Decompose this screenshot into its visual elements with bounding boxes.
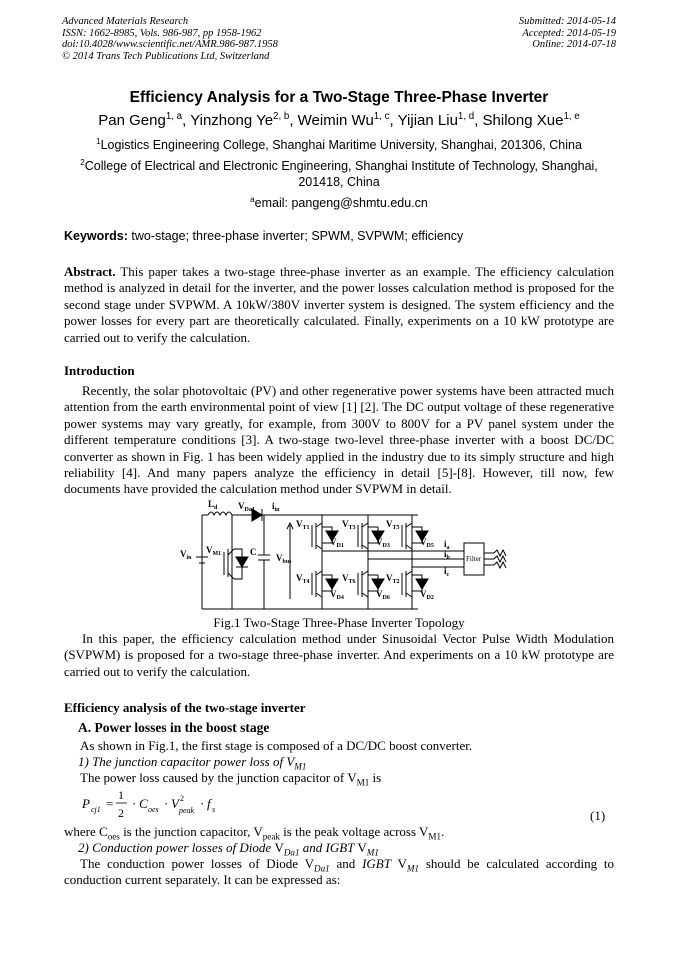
item-text: and IGBT [299, 840, 358, 855]
equation-1 [82, 787, 242, 821]
sub: oes [107, 831, 120, 842]
text: The conduction power losses of Diode V [80, 856, 315, 871]
svg-text:2: 2 [180, 794, 184, 803]
affiliation-sup: 1 [96, 136, 101, 146]
text: The power loss caused by the junction capacitor of V [80, 770, 357, 785]
t4-label: $V_{T4}$ [296, 573, 310, 585]
submitted-date: Submitted: 2014-05-14 [518, 16, 616, 27]
inductor-label: $L_d$ [208, 499, 218, 511]
keywords-label: Keywords: [64, 229, 128, 243]
text: where C [64, 824, 108, 839]
text: is [369, 770, 382, 785]
text: V [274, 840, 284, 855]
affiliation-text: Logistics Engineering College, Shanghai Maritime University, Shanghai, 201306, China [100, 138, 582, 152]
abstract-text: This paper takes a two-stage three-phase inverter as an example. The efficiency calculation method is analyzed in detail for the inverter, and the power losses calculation method is proposed for the second stage under SVPWM. A 10kW/380V inverter system is designed. The system efficiency and the power losses for every part are theoretically calculated. Finally, experiments on a 10 kW prototype are carried out to verify the calculation. [64, 264, 614, 345]
svg-text:2: 2 [118, 806, 124, 820]
journal-issn: ISSN: 1662-8985, Vols. 986-987, pp 1958-1962 [62, 27, 262, 39]
paragraph-junction-loss [80, 770, 381, 786]
t3-label: $V_{T3}$ [342, 519, 356, 531]
text: should be calculated according to conduction current separately. It can be expressed as: [64, 856, 614, 888]
journal-copyright: © 2014 Trans Tech Publications Ltd, Switzerland [62, 50, 270, 62]
section-heading: Efficiency analysis of the two-stage inverter [64, 700, 306, 715]
d5-label: $V_{D5}$ [420, 537, 434, 549]
subsection-heading: A. Power losses in the boost stage [78, 720, 270, 735]
accepted-date: Accepted: 2014-05-19 [522, 27, 616, 39]
text: V [390, 856, 407, 871]
sub: M1 [428, 831, 442, 842]
text: and [329, 856, 363, 871]
paragraph-conduction [64, 856, 614, 889]
paragraph-after-figure: In this paper, the efficiency calculation method under Sinusoidal Vector Pulse Width Modulation (SVPWM) is proposed for a two-stage three-phase inverter. And experiments on a 10 kW prototype are carried out to verify the calculation. [64, 631, 614, 679]
sub: Da1 [314, 863, 330, 874]
author-list: Pan Geng$^{1, a}$, Yinzhong Ye$^{2, b}$, Weimin Wu$^{1, c}$, Yijian Liu$^{1, d}$, Shilong Xue$^{1, e}$ [98, 111, 580, 129]
svg-text:·: · [132, 796, 137, 811]
abstract-label: Abstract. [64, 264, 116, 279]
item-text: 1) The junction capacitor power loss of V [78, 754, 295, 769]
svg-text:f: f [207, 796, 211, 811]
author-name: Pan Geng [98, 112, 166, 129]
author-sup: 1, a [165, 111, 183, 122]
intro-paragraph: Recently, the solar photovoltaic (PV) and other regenerative power systems have been attracted much attention from the earth environmental point of view [1] [2]. The DC output voltage of these regenerative power systems may vary greatly, for example, from 300V to 800V for a PV panel system under the different temperature conditions [3]. A two-stage two-level three-phase inverter with a boost DC/DC converter as shown in Fig. 1 has been widely applied in the industry due to its simply structure and high reliability [4]. And many papers analyze the efficiency in detail [5]-[8]. However, till now, few documents have provided the calculation method under SVPWM in detail. [64, 383, 614, 497]
svg-text:·: · [164, 796, 169, 811]
author-name: Weimin Wu [297, 112, 374, 129]
author-name: Shilong Xue [482, 112, 564, 129]
keywords-text: two-stage; three-phase inverter; SPWM, SVPWM; efficiency [131, 229, 464, 243]
online-date: Online: 2014-07-18 [532, 39, 616, 50]
svg-text:s: s [212, 805, 216, 814]
item-conduction-losses [78, 840, 379, 856]
boost-diode-label: $V_{Da1}$ [238, 501, 255, 513]
email-sup: a [250, 194, 255, 204]
svg-text:C: C [139, 796, 148, 811]
text: . [441, 824, 445, 839]
author-sup: 1, c [373, 111, 390, 122]
affiliation-1 [60, 137, 618, 153]
text: is the peak voltage across V [279, 824, 429, 839]
d1-label: $V_{D1}$ [330, 537, 344, 549]
sub: Da1 [283, 847, 300, 858]
journal-doi: doi:10.4028/www.scientific.net/AMR.986-987.1958 [62, 39, 278, 50]
inverter-topology-diagram [172, 497, 512, 613]
paper-title: Efficiency Analysis for a Two-Stage Three-Phase Inverter [129, 89, 549, 106]
d3-label: $V_{D3}$ [376, 537, 390, 549]
input-voltage-label: $V_{in}$ [180, 549, 192, 561]
abstract [64, 264, 614, 346]
text: is the junction capacitor, V [119, 824, 263, 839]
figure-caption: Fig.1 Two-Stage Three-Phase Inverter Topology [213, 615, 465, 630]
t6-label: $V_{T6}$ [342, 573, 356, 585]
svg-text:peak: peak [179, 806, 195, 815]
paragraph-boost: As shown in Fig.1, the first stage is composed of a DC/DC boost converter. [80, 738, 473, 753]
svg-text:1: 1 [118, 788, 124, 802]
email-text: email: pangeng@shmtu.edu.cn [254, 196, 428, 210]
boost-switch-label: $V_{M1}$ [206, 545, 222, 557]
svg-text:cj1: cj1 [91, 805, 101, 814]
capacitor-label: C [250, 547, 257, 557]
sub: M1 [356, 777, 370, 788]
ib-label: $i_b$ [444, 549, 450, 561]
where-clause [64, 824, 444, 840]
ic-label: $i_c$ [444, 566, 450, 578]
affiliation-sup: 2 [80, 157, 85, 167]
author-name: Yinzhong Ye [190, 112, 274, 129]
keywords [64, 229, 463, 243]
email-line [60, 195, 618, 211]
svg-text:=: = [106, 796, 114, 811]
item-text: 2) Conduction power losses of Diode [78, 840, 275, 855]
journal-info [62, 16, 392, 62]
item-junction-capacitor [78, 754, 306, 770]
d2-label: $V_{D2}$ [420, 589, 434, 601]
svg-text:·: · [200, 796, 205, 811]
t2-label: $V_{T2}$ [386, 573, 400, 585]
author-sup: 1, e [563, 111, 580, 122]
svg-text:V: V [171, 796, 179, 811]
author-sup: 2, b [273, 111, 290, 122]
sub: M1 [406, 863, 420, 874]
bus-voltage-label: $V_{bus}$ [276, 553, 292, 565]
sub: peak [262, 831, 280, 842]
svg-text:oes: oes [148, 805, 159, 814]
journal-name: Advanced Materials Research [62, 16, 189, 27]
d6-label: $V_{D6}$ [376, 589, 390, 601]
item-sub: M1 [294, 761, 307, 772]
sub: M1 [366, 847, 379, 858]
text: IGBT [362, 856, 391, 871]
affiliation-2 [60, 158, 618, 190]
equation-number: (1) [590, 808, 606, 823]
intro-heading: Introduction [64, 363, 135, 378]
submission-dates [376, 16, 616, 51]
filter-label: Filter [466, 555, 482, 563]
author-name: Yijian Liu [397, 112, 458, 129]
text: V [357, 840, 367, 855]
input-current-label: $i_{in}$ [272, 501, 280, 513]
t1-label: $V_{T1}$ [296, 519, 310, 531]
t5-label: $V_{T5}$ [386, 519, 400, 531]
svg-text:P: P [82, 796, 90, 811]
affiliation-text: College of Electrical and Electronic Engineering, Shanghai Institute of Technology, Shanghai, 201418, China [84, 159, 598, 189]
ia-label: $i_a$ [444, 539, 450, 551]
author-sup: 1, d [457, 111, 475, 122]
d4-label: $V_{D4}$ [330, 589, 344, 601]
